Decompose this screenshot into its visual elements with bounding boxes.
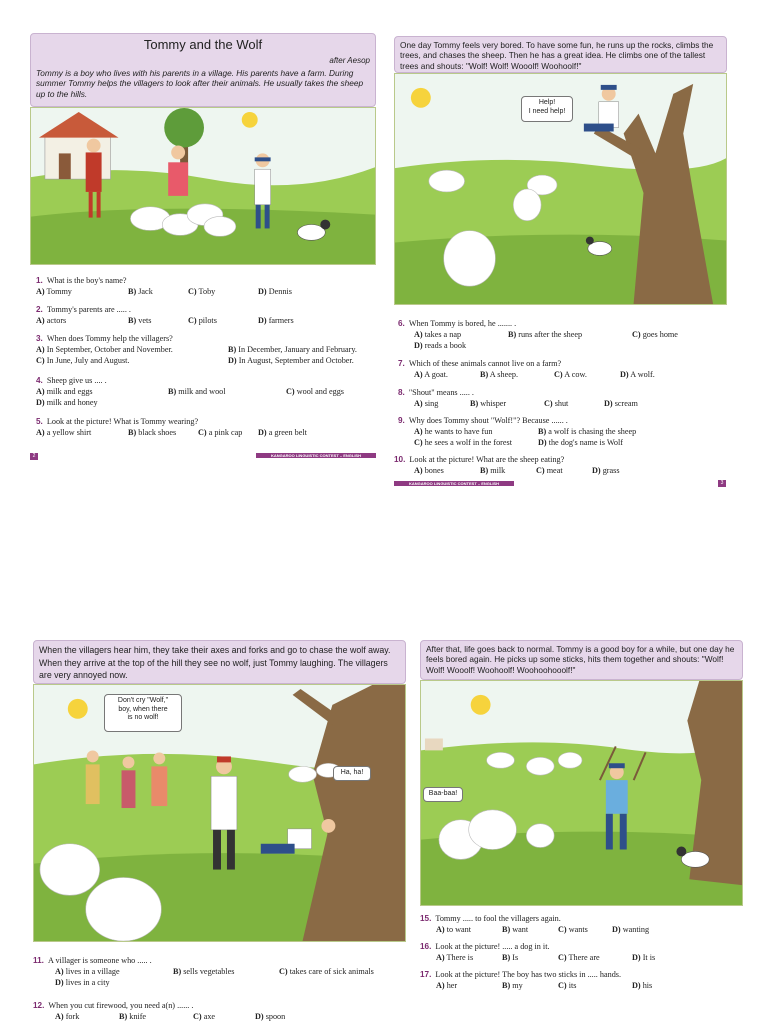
- question-8: [398, 387, 728, 409]
- question-number: 4.: [36, 376, 43, 385]
- option-a[interactable]: A) In September, October and November.: [36, 345, 173, 354]
- option-d[interactable]: D) reads a book: [414, 341, 467, 350]
- panel3-story-box: [33, 640, 406, 684]
- question-number: 17.: [420, 970, 432, 979]
- page-number-left: 2: [30, 453, 38, 460]
- question-16: [420, 941, 743, 963]
- footer-left: KANGAROO LINGUISTIC CONTEST – ENGLISH: [256, 453, 376, 458]
- option-a[interactable]: A) There is: [436, 953, 474, 962]
- option-c[interactable]: C) meat: [536, 466, 563, 475]
- question-text: Which of these animals cannot live on a farm?: [408, 359, 562, 368]
- option-d[interactable]: D) grass: [592, 466, 620, 475]
- question-number: 2.: [36, 305, 43, 314]
- question-number: 9.: [398, 416, 405, 425]
- option-c[interactable]: C) A cow.: [554, 370, 587, 379]
- question-4: [36, 375, 376, 408]
- option-c[interactable]: C) pilots: [188, 316, 217, 325]
- option-d[interactable]: D) scream: [604, 399, 638, 408]
- option-a[interactable]: A) Tommy: [36, 287, 72, 296]
- option-d[interactable]: D) lives in a city: [55, 978, 110, 987]
- speech-bubble-help: Help! I need help!: [521, 96, 573, 122]
- option-a[interactable]: A) sing: [414, 399, 439, 408]
- question-text: Tommy's parents are ..... .: [46, 305, 131, 314]
- question-3: [36, 333, 376, 366]
- option-c[interactable]: C) takes care of sick animals: [279, 967, 374, 976]
- option-d[interactable]: D) wanting: [612, 925, 650, 934]
- footer-right: KANGAROO LINGUISTIC CONTEST – ENGLISH: [394, 481, 514, 486]
- panel4-illustration: [420, 680, 743, 906]
- panel2-story-box: [394, 36, 727, 73]
- option-b[interactable]: B) A sheep.: [480, 370, 518, 379]
- panel1-illustration: [30, 107, 376, 265]
- question-text: When does Tommy help the villagers?: [46, 334, 173, 343]
- option-c[interactable]: C) wool and eggs: [286, 387, 344, 396]
- option-b[interactable]: B) runs after the sheep: [508, 330, 583, 339]
- option-c[interactable]: C) goes home: [632, 330, 678, 339]
- option-b[interactable]: B) milk: [480, 466, 506, 475]
- question-number: 16.: [420, 942, 432, 951]
- page-number-right: 3: [718, 480, 726, 487]
- question-text: Why does Tommy shout "Wolf!"? Because ...... .: [408, 416, 568, 425]
- question-text: What is the boy's name?: [46, 276, 127, 285]
- option-a[interactable]: A) milk and eggs: [36, 387, 93, 396]
- question-7: [398, 358, 728, 380]
- question-text: Look at the picture! The boy has two sticks in ..... hands.: [435, 970, 622, 979]
- question-text: Sheep give us .... .: [46, 376, 107, 385]
- question-number: 1.: [36, 276, 43, 285]
- story-title: Tommy and the Wolf: [143, 37, 263, 52]
- question-12: [33, 1000, 408, 1022]
- option-d[interactable]: D) A wolf.: [620, 370, 655, 379]
- question-9: [398, 415, 728, 448]
- option-c[interactable]: C) There are: [558, 953, 600, 962]
- question-2: [36, 304, 376, 326]
- option-b[interactable]: B) In December, January and February.: [228, 345, 357, 354]
- question-number: 11.: [33, 956, 44, 965]
- speech-bubble-baa: Baa-baa!: [423, 787, 463, 802]
- option-d[interactable]: D) milk and honey: [36, 398, 98, 407]
- option-b[interactable]: B) vets: [128, 316, 152, 325]
- panel1-story-box: [30, 33, 376, 107]
- option-d[interactable]: D) It is: [632, 953, 656, 962]
- question-text: Look at the picture! What is Tommy wearing?: [46, 417, 199, 426]
- option-b[interactable]: B) my: [502, 981, 523, 990]
- question-17: [420, 969, 743, 991]
- story-subtitle: after Aesop: [329, 56, 370, 65]
- panel4-story-text: After that, life goes back to normal. Tommy is a good boy for a while, but one day he feels bored again. He picks up some sticks, hits them together and shouts: "Wolf! Wolf! Wooolf! Woohoolf! Woohoohooolf!": [426, 644, 735, 675]
- option-a[interactable]: A) to want: [436, 925, 472, 934]
- question-number: 6.: [398, 319, 405, 328]
- option-c[interactable]: C) In June, July and August.: [36, 356, 130, 365]
- question-number: 12.: [33, 1001, 45, 1010]
- option-a[interactable]: A) bones: [414, 466, 444, 475]
- question-text: Tommy ..... to fool the villagers again.: [435, 914, 561, 923]
- question-number: 8.: [398, 388, 405, 397]
- question-text: When you cut firewood, you need a(n) ...... .: [48, 1001, 194, 1010]
- option-b[interactable]: B) whisper: [470, 399, 507, 408]
- option-d[interactable]: D) his: [632, 981, 653, 990]
- question-text: When Tommy is bored, he ....... .: [408, 319, 517, 328]
- question-number: 10.: [394, 455, 406, 464]
- option-a[interactable]: A) lives in a village: [55, 967, 120, 976]
- option-a[interactable]: A) A goat.: [414, 370, 448, 379]
- question-text: "Shout" means ..... .: [408, 388, 474, 397]
- option-a[interactable]: A) fork: [55, 1012, 80, 1021]
- option-d[interactable]: D) farmers: [258, 316, 294, 325]
- option-b[interactable]: B) black shoes: [128, 428, 177, 437]
- question-number: 7.: [398, 359, 405, 368]
- option-d[interactable]: D) Dennis: [258, 287, 292, 296]
- option-b[interactable]: B) milk and wool: [168, 387, 226, 396]
- question-10: [394, 454, 728, 476]
- option-d[interactable]: D) In August, September and October.: [228, 356, 354, 365]
- question-11: [33, 955, 408, 988]
- option-d[interactable]: D) the dog's name is Wolf: [538, 438, 624, 447]
- option-b[interactable]: B) Jack: [128, 287, 153, 296]
- question-15: [420, 913, 743, 935]
- question-number: 15.: [420, 914, 432, 923]
- question-6: [398, 318, 728, 351]
- question-text: Look at the picture! What are the sheep eating?: [409, 455, 565, 464]
- option-b[interactable]: B) sells vegetables: [173, 967, 235, 976]
- panel1-story-text: Tommy is a boy who lives with his parents in a village. His parents have a farm. During summer Tommy helps the villagers to look after their animals. He usually takes the sheep up to the hills.: [36, 68, 364, 99]
- option-b[interactable]: B) want: [502, 925, 529, 934]
- option-a[interactable]: A) a yellow shirt: [36, 428, 92, 437]
- question-5: [36, 416, 376, 438]
- option-d[interactable]: D) a green belt: [258, 428, 307, 437]
- option-a[interactable]: A) he wants to have fun: [414, 427, 493, 436]
- option-b[interactable]: B) Is: [502, 953, 519, 962]
- question-1: [36, 275, 376, 297]
- panel4-story-box: [420, 640, 743, 680]
- option-b[interactable]: B) knife: [119, 1012, 147, 1021]
- option-a[interactable]: A) takes a nap: [414, 330, 462, 339]
- option-c[interactable]: C) axe: [193, 1012, 216, 1021]
- option-c[interactable]: C) he sees a wolf in the forest: [414, 438, 512, 447]
- speech-bubble-ha-ha: Ha, ha!: [333, 766, 371, 781]
- option-d[interactable]: D) spoon: [255, 1012, 286, 1021]
- option-a[interactable]: A) actors: [36, 316, 67, 325]
- speech-bubble-villager: Don't cry "Wolf," boy, when there is no wolf!: [104, 694, 182, 732]
- panel2-story-text: One day Tommy feels very bored. To have some fun, he runs up the rocks, climbs the trees, and chases the sheep. Then he has a great idea. He climbs one of the tallest trees and shouts: "Wolf! Wolf! Wooolf! Woohoolf!": [400, 40, 714, 71]
- question-text: A villager is someone who ..... .: [47, 956, 152, 965]
- question-text: Look at the picture! ..... a dog in it.: [435, 942, 550, 951]
- option-a[interactable]: A) her: [436, 981, 458, 990]
- option-c[interactable]: C) shut: [544, 399, 569, 408]
- option-c[interactable]: C) Toby: [188, 287, 216, 296]
- panel3-story-text: When the villagers hear him, they take their axes and forks and go to chase the wolf away. When they arrive at the top of the hill they see no wolf, just Tommy laughing. The villagers are very annoyed now.: [39, 645, 391, 680]
- question-number: 3.: [36, 334, 43, 343]
- option-c[interactable]: C) its: [558, 981, 577, 990]
- option-c[interactable]: C) wants: [558, 925, 588, 934]
- question-number: 5.: [36, 417, 43, 426]
- panel3-illustration: [33, 684, 406, 942]
- option-b[interactable]: B) a wolf is chasing the sheep: [538, 427, 637, 436]
- option-c[interactable]: C) a pink cap: [198, 428, 243, 437]
